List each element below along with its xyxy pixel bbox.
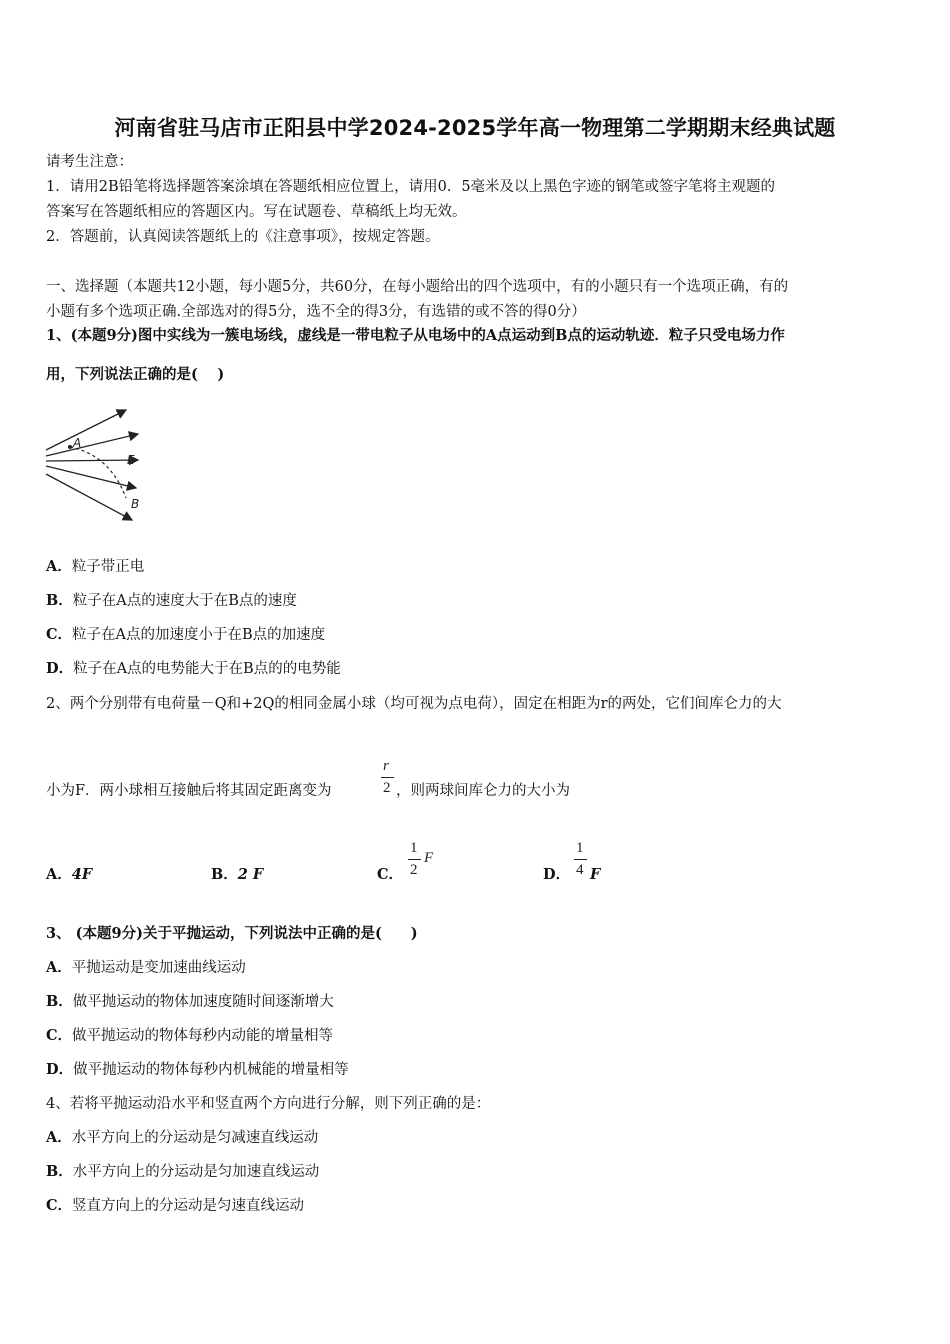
q2-option-d-denominator: 4 [576,862,584,878]
section-instructions-line-2: 小题有多个选项正确.全部选对的得5分，选不全的得3分，有选错的或不答的得0分） [46,304,586,320]
option-text: 粒子在A点的加速度小于在B点的加速度 [72,627,326,643]
q2-option-c-numerator: 1 [410,840,418,856]
option-text: 粒子带正电 [71,559,145,575]
option-text: 做平抛运动的物体每秒内机械能的增量相等 [73,1062,349,1078]
option-letter: C． [46,1197,73,1214]
q4-option-b [46,1162,319,1182]
q2-option-d-unit: F [590,866,601,883]
option-text: 水平方向上的分运动是匀加速直线运动 [72,1164,320,1180]
option-letter: D． [46,1061,74,1078]
q1-option-c [46,625,325,645]
notice-line-2: 答案写在答题纸相应的答题区内。写在试题卷、草稿纸上均无效。 [46,204,467,220]
option-text: 竖直方向上的分运动是匀速直线运动 [72,1198,305,1214]
option-letter: B． [46,1163,73,1180]
option-letter: A． [46,866,72,883]
option-text: 做平抛运动的物体加速度随时间逐渐增大 [72,994,334,1010]
q1-option-d [46,659,341,679]
field-line-2 [46,434,138,456]
notice-line-1: 1．请用2B铅笔将选择题答案涂填在答题纸相应位置上，请用0．5毫米及以上黑色字迹的钢笔或签字笔将主观题的 [46,179,776,195]
notice-heading: 请考生注意： [46,154,133,170]
q1-stem-line-1: 1、(本题9分)图中实线为一簇电场线，虚线是一带电粒子从电场中的A点运动到B点的运动轨迹．粒子只受电场力作 [46,327,785,344]
option-letter: A． [46,558,72,575]
option-text: 粒子在A点的速度大于在B点的速度 [72,593,297,609]
option-letter: A． [46,1129,72,1146]
field-line-5 [46,474,132,520]
q3-option-d [46,1060,349,1080]
q1-option-a [46,557,144,577]
trajectory-dashed [70,447,126,498]
q3-stem: 3、 (本题9分)关于平抛运动，下列说法中正确的是( ) [46,925,418,942]
q4-option-a [46,1128,318,1148]
option-text: 4F [71,866,93,883]
section-instructions-line-1: 一、选择题（本题共12小题，每小题5分，共60分，在每小题给出的四个选项中，有的小题只有一个选项正确，有的 [46,279,789,295]
q4-option-c [46,1196,304,1216]
option-letter: B． [46,592,73,609]
option-letter: B． [46,993,73,1010]
q2-option-b [211,865,263,885]
field-line-3 [46,460,138,461]
q2-stem-line-2-pre: 小为F．两小球相互接触后将其固定距离变为 [46,783,332,799]
q3-option-b [46,992,334,1012]
frac-r-numerator: r [383,758,389,774]
q1-option-b [46,591,297,611]
q3-option-c [46,1026,333,1046]
option-text: 做平抛运动的物体每秒内动能的增量相等 [72,1028,334,1044]
label-a: A [73,436,82,450]
q4-stem: 4、若将平抛运动沿水平和竖直两个方向进行分解，则下列正确的是： [46,1096,491,1112]
electric-field-figure [40,400,160,530]
q3-option-a [46,958,246,978]
option-letter: C． [46,1027,73,1044]
option-text: 2 F [237,866,264,883]
notice-line-3: 2．答题前，认真阅读答题纸上的《注意事项》，按规定答题。 [46,229,440,245]
field-line-1 [46,410,126,450]
option-text: 平抛运动是变加速曲线运动 [71,960,246,976]
q2-stem-line-1: 2、两个分别带有电荷量－Q和+2Q的相同金属小球（均可视为点电荷），固定在相距为r的两处，它们间库仑力的大 [46,696,782,712]
field-lines [46,410,138,520]
label-b: B [131,497,140,511]
option-letter: A． [46,959,72,976]
q2-option-a [46,865,92,885]
q2-option-d-frac-line [574,859,587,860]
point-a-dot [68,445,72,449]
option-text: 水平方向上的分运动是匀减速直线运动 [71,1130,319,1146]
page-title: 河南省驻马店市正阳县中学2024-2025学年高一物理第二学期期末经典试题 [114,116,836,140]
q2-option-c-denominator: 2 [410,862,418,878]
option-letter: B． [211,866,238,883]
q2-stem-line-2-post: ，则两球间库仑力的大小为 [396,783,570,799]
q2-option-d-numerator: 1 [576,840,584,856]
option-text: 粒子在A点的电势能大于在B点的的电势能 [73,661,341,677]
q2-option-c-frac-line [408,859,421,860]
frac-r-denominator: 2 [383,780,391,796]
field-line-4 [46,466,136,488]
q2-option-c-unit: F [424,850,434,866]
option-letter: D． [46,660,74,677]
q2-option-c-letter: C． [377,866,404,883]
label-e: E [127,453,135,467]
q1-stem-line-2: 用，下列说法正确的是( ) [46,366,225,383]
option-letter: C． [46,626,73,643]
frac-r-line [381,777,394,778]
q2-option-d-letter: D． [543,866,571,883]
